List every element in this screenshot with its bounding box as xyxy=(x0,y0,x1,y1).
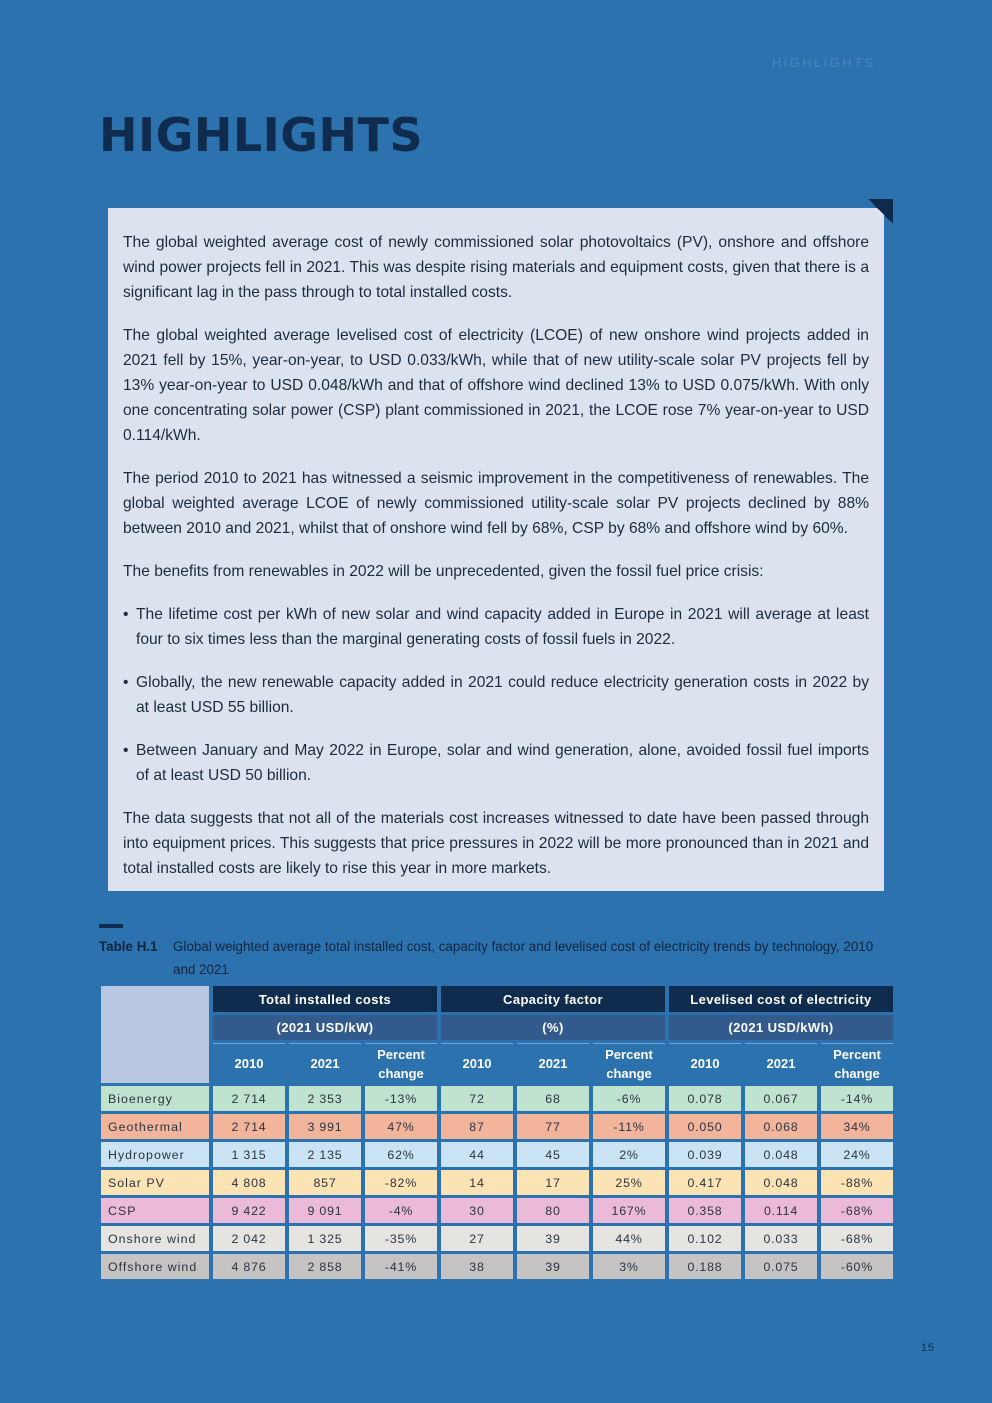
cell-lcoe-pct: -14% xyxy=(821,1086,893,1111)
benefit-bullet-1: • The lifetime cost per kWh of new solar and wind capacity added in Europe in 2021 will average at least four to six times less than the marginal generating costs of fossil fuels in 2022. xyxy=(123,602,869,652)
cell-lcoe-2021: 0.048 xyxy=(745,1142,817,1167)
cell-lcoe-2010: 0.417 xyxy=(669,1170,741,1195)
summary-paragraph-1: The global weighted average cost of newly commissioned solar photovoltaics (PV), onshore and offshore wind power projects fell in 2021. This was despite rising materials and equipment costs, given that there is a significant lag in the pass through to total installed costs. xyxy=(123,234,869,301)
table-corner-cell xyxy=(101,986,209,1083)
cell-lcoe-2021: 0.068 xyxy=(745,1114,817,1139)
cell-cf-2010: 38 xyxy=(441,1254,513,1279)
cell-cost-2010: 2 714 xyxy=(213,1114,285,1139)
cell-lcoe-pct: -88% xyxy=(821,1170,893,1195)
cell-lcoe-pct: 34% xyxy=(821,1114,893,1139)
cell-cost-pct: 62% xyxy=(365,1142,437,1167)
cell-cost-pct: -4% xyxy=(365,1198,437,1223)
table-row xyxy=(101,1142,893,1167)
cell-cost-2021: 857 xyxy=(289,1170,361,1195)
cell-cost-2010: 9 422 xyxy=(213,1198,285,1223)
cell-cf-2021: 77 xyxy=(517,1114,589,1139)
unit-header-capacity-factor: (%) xyxy=(441,1015,665,1040)
cell-cost-2010: 2 714 xyxy=(213,1086,285,1111)
cell-cost-2010: 1 315 xyxy=(213,1142,285,1167)
page-number: 15 xyxy=(921,1342,935,1354)
cell-cost-2021: 3 991 xyxy=(289,1114,361,1139)
cost-trends-table xyxy=(97,983,897,1282)
table-marker-bar xyxy=(99,924,123,928)
cell-cf-2021: 39 xyxy=(517,1226,589,1251)
cell-cf-2010: 44 xyxy=(441,1142,513,1167)
row-label-solar-pv: Solar PV xyxy=(101,1170,209,1195)
cell-cf-pct: 25% xyxy=(593,1170,665,1195)
row-label-hydropower: Hydropower xyxy=(101,1142,209,1167)
benefit-bullet-2: • Globally, the new renewable capacity added in 2021 could reduce electricity generation costs in 2022 by at least USD 55 billion. xyxy=(123,670,869,720)
group-header-lcoe: Levelised cost of electricity xyxy=(669,986,893,1012)
cell-cf-2010: 87 xyxy=(441,1114,513,1139)
cell-cost-pct: -82% xyxy=(365,1170,437,1195)
row-label-offshore-wind: Offshore wind xyxy=(101,1254,209,1279)
table-row xyxy=(101,1114,893,1139)
cell-cost-2021: 2 353 xyxy=(289,1086,361,1111)
cell-cf-2021: 68 xyxy=(517,1086,589,1111)
col-header-percent-change: Percent change xyxy=(365,1043,437,1083)
cell-cf-pct: 2% xyxy=(593,1142,665,1167)
table-row xyxy=(101,1226,893,1251)
cell-lcoe-2021: 0.114 xyxy=(745,1198,817,1223)
cell-lcoe-2010: 0.039 xyxy=(669,1142,741,1167)
cell-cf-pct: -11% xyxy=(593,1114,665,1139)
highlights-summary-box xyxy=(108,208,884,891)
cell-cf-pct: 167% xyxy=(593,1198,665,1223)
cell-cost-2021: 2 135 xyxy=(289,1142,361,1167)
page-title: HIGHLIGHTS xyxy=(99,108,424,162)
col-header-2010: 2010 xyxy=(213,1043,285,1083)
col-header-2021: 2021 xyxy=(517,1043,589,1083)
cell-cf-2010: 14 xyxy=(441,1170,513,1195)
cell-lcoe-2010: 0.358 xyxy=(669,1198,741,1223)
benefits-list xyxy=(123,602,869,788)
cell-cost-pct: -13% xyxy=(365,1086,437,1111)
cell-lcoe-2021: 0.033 xyxy=(745,1226,817,1251)
cell-lcoe-pct: -68% xyxy=(821,1198,893,1223)
cell-cf-2021: 45 xyxy=(517,1142,589,1167)
row-label-csp: CSP xyxy=(101,1198,209,1223)
cell-lcoe-pct: -68% xyxy=(821,1226,893,1251)
cell-cf-pct: 3% xyxy=(593,1254,665,1279)
benefit-bullet-3: • Between January and May 2022 in Europe, solar and wind generation, alone, avoided fossil fuel imports of at least USD 50 billion. xyxy=(123,738,869,788)
cell-cost-pct: -41% xyxy=(365,1254,437,1279)
cell-lcoe-2010: 0.078 xyxy=(669,1086,741,1111)
cell-cost-2010: 4 808 xyxy=(213,1170,285,1195)
cell-cf-2021: 17 xyxy=(517,1170,589,1195)
cell-lcoe-2021: 0.067 xyxy=(745,1086,817,1111)
cell-lcoe-2021: 0.048 xyxy=(745,1170,817,1195)
cell-lcoe-pct: 24% xyxy=(821,1142,893,1167)
table-row xyxy=(101,1170,893,1195)
unit-header-installed-costs: (2021 USD/kW) xyxy=(213,1015,437,1040)
table-caption-text: Global weighted average total installed cost, capacity factor and levelised cost of electricity trends by technology, 2010 and 2021 xyxy=(173,939,874,977)
summary-paragraph-2: The global weighted average levelised cost of electricity (LCOE) of new onshore wind projects added in 2021 fell by 15%, year-on-year, to USD 0.033/kWh, while that of new utility-scale solar PV projects fell by 13% year-on-year to USD 0.048/kWh and that of offshore wind declined 13% to USD 0.075/kWh. With only one concentrating solar power (CSP) plant commissioned in 2021, the LCOE rose 7% year-on-year to USD 0.114/kWh. xyxy=(123,327,869,444)
table-row xyxy=(101,1254,893,1279)
row-label-geothermal: Geothermal xyxy=(101,1114,209,1139)
table-row xyxy=(101,1086,893,1111)
cell-lcoe-pct: -60% xyxy=(821,1254,893,1279)
row-label-onshore-wind: Onshore wind xyxy=(101,1226,209,1251)
cell-cost-2010: 2 042 xyxy=(213,1226,285,1251)
group-header-installed-costs: Total installed costs xyxy=(213,986,437,1012)
cell-lcoe-2010: 0.102 xyxy=(669,1226,741,1251)
col-header-2021: 2021 xyxy=(289,1043,361,1083)
cell-cost-2021: 1 325 xyxy=(289,1226,361,1251)
group-header-capacity-factor: Capacity factor xyxy=(441,986,665,1012)
cell-cost-pct: -35% xyxy=(365,1226,437,1251)
table-label: Table H.1 xyxy=(99,939,158,954)
table-caption xyxy=(99,935,889,981)
col-header-2010: 2010 xyxy=(441,1043,513,1083)
corner-tab-decoration xyxy=(868,199,893,224)
cell-cost-2021: 2 858 xyxy=(289,1254,361,1279)
col-header-2021: 2021 xyxy=(745,1043,817,1083)
summary-paragraph-3: The period 2010 to 2021 has witnessed a seismic improvement in the competitiveness of renewables. The global weighted average LCOE of newly commissioned utility-scale solar PV projects declined by 88% between 2010 and 2021, whilst that of onshore wind fell by 68%, CSP by 68% and offshore wind by 60%. xyxy=(123,470,869,537)
unit-header-lcoe: (2021 USD/kWh) xyxy=(669,1015,893,1040)
running-head: HIGHLIGHTS xyxy=(772,55,876,70)
row-label-bioenergy: Bioenergy xyxy=(101,1086,209,1111)
cell-cost-2010: 4 876 xyxy=(213,1254,285,1279)
cell-lcoe-2010: 0.188 xyxy=(669,1254,741,1279)
summary-paragraph-4: The benefits from renewables in 2022 will be unprecedented, given the fossil fuel price crisis: xyxy=(123,563,764,580)
cell-cf-pct: -6% xyxy=(593,1086,665,1111)
cell-cost-pct: 47% xyxy=(365,1114,437,1139)
cell-cf-2010: 27 xyxy=(441,1226,513,1251)
cell-lcoe-2021: 0.075 xyxy=(745,1254,817,1279)
col-header-2010: 2010 xyxy=(669,1043,741,1083)
cell-cost-2021: 9 091 xyxy=(289,1198,361,1223)
cell-cf-2021: 80 xyxy=(517,1198,589,1223)
cell-cf-2010: 72 xyxy=(441,1086,513,1111)
cell-cf-2010: 30 xyxy=(441,1198,513,1223)
col-header-percent-change: Percent change xyxy=(593,1043,665,1083)
cell-lcoe-2010: 0.050 xyxy=(669,1114,741,1139)
cell-cf-2021: 39 xyxy=(517,1254,589,1279)
summary-paragraph-5: The data suggests that not all of the materials cost increases witnessed to date have been passed through into equipment prices. This suggests that price pressures in 2022 will be more pronounced than in 2021 and total installed costs are likely to rise this year in more markets. xyxy=(123,810,869,877)
cell-cf-pct: 44% xyxy=(593,1226,665,1251)
col-header-percent-change: Percent change xyxy=(821,1043,893,1083)
table-row xyxy=(101,1198,893,1223)
